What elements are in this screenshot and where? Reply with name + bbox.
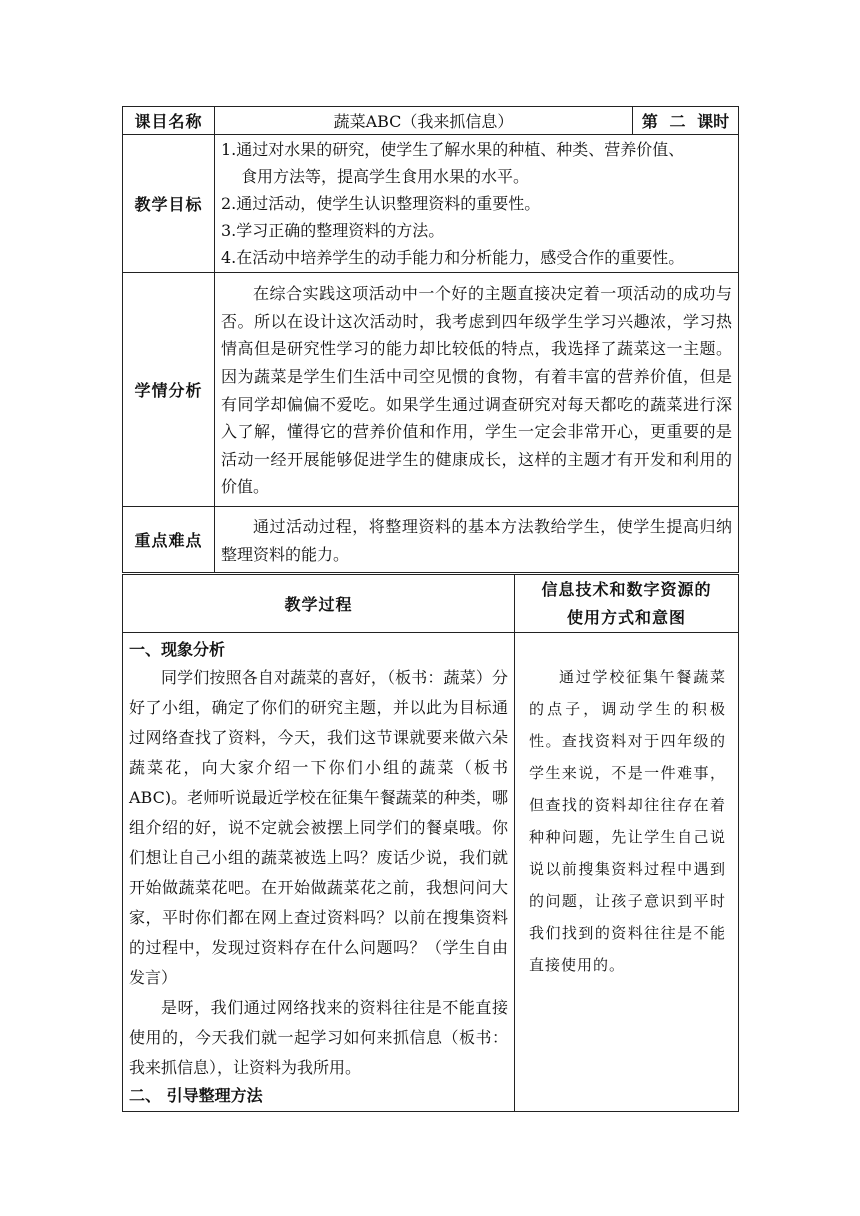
course-name: 蔬菜ABC（我来抓信息）	[215, 107, 633, 135]
key-points-label: 重点难点	[123, 507, 215, 573]
goal-item: 4.在活动中培养学生的动手能力和分析能力，感受合作的重要性。	[221, 248, 685, 267]
process-content	[123, 633, 515, 1112]
key-points-row	[123, 507, 739, 573]
info-usage-line1: 信息技术和数字资源的	[541, 579, 712, 599]
goal-item: 3.学习正确的整理资料的方法。	[221, 221, 445, 240]
section-title: 一、现象分析	[129, 640, 226, 659]
info-usage-line2: 使用方式和意图	[566, 607, 686, 627]
analysis-row	[123, 273, 739, 507]
key-points-cell	[215, 507, 739, 573]
class-period: 第 二 课时	[633, 107, 739, 135]
teaching-process-table	[122, 574, 739, 1112]
process-label: 教学过程	[123, 575, 515, 633]
process-paragraph: 是呀，我们通过网络找来的资料往往是不能直接使用的，今天我们就一起学习如何来抓信息（板书：我来抓信息），让资料为我所用。	[129, 998, 508, 1077]
analysis-text: 在综合实践这项活动中一个好的主题直接决定着一项活动的成功与否。所以在设计这次活动时，我考虑到四年级学生学习兴趣浓，学习热情高但是研究性学习的能力却比较低的特点，我选择了蔬菜这一主题。因为蔬菜是学生们生活中司空见惯的食物，有着丰富的营养价值，但是有同学却偏偏不爱吃。如果学生通过调查研究对每天都吃的蔬菜进行深入了解，懂得它的营养价值和作用，学生一定会非常开心，更重要的是活动一经开展能够促进学生的健康成长，这样的主题才有开发和利用的价值。	[221, 284, 732, 497]
goal-item: 2.通过活动，使学生认识整理资料的重要性。	[221, 194, 541, 213]
section-title: 二、 引导整理方法	[129, 1086, 263, 1105]
goal-item: 1.通过对水果的研究，使学生了解水果的种植、种类、营养价值、	[221, 140, 685, 159]
info-usage-label	[515, 575, 739, 633]
goals-list	[215, 135, 739, 273]
analysis-label: 学情分析	[123, 273, 215, 507]
key-points-text: 通过活动过程，将整理资料的基本方法教给学生，使学生提高归纳整理资料的能力。	[221, 516, 732, 564]
info-usage-note-cell	[515, 633, 739, 1112]
course-row	[123, 107, 739, 135]
course-label: 课目名称	[123, 107, 215, 135]
process-body-row	[123, 633, 739, 1112]
goal-item: 食用方法等，提高学生食用水果的水平。	[241, 167, 530, 186]
goals-label: 教学目标	[123, 135, 215, 273]
goals-row	[123, 135, 739, 273]
info-usage-note: 通过学校征集午餐蔬菜的点子，调动学生的积极性。查找资料对于四年级的学生来说，不是一件难事，但查找的资料却往往存在着种种问题，先让学生自己说说以前搜集资料过程中遇到的问题，让孩子意识到平时我们找到的资料往往是不能直接使用的。	[529, 668, 726, 974]
process-header-row	[123, 575, 739, 633]
lesson-info-table	[122, 106, 739, 573]
analysis-cell	[215, 273, 739, 507]
process-paragraph: 同学们按照各自对蔬菜的喜好，（板书：蔬菜）分好了小组，确定了你们的研究主题，并以此为目标通过网络查找了资料，今天，我们这节课就要来做六朵蔬菜花，向大家介绍一下你们小组的蔬菜（板书ABC)。老师听说最近学校在征集午餐蔬菜的种类，哪组介绍的好，说不定就会被摆上同学们的餐桌哦。你们想让自己小组的蔬菜被选上吗？废话少说，我们就开始做蔬菜花吧。在开始做蔬菜花之前，我想问问大家，平时你们都在网上查过资料吗？以前在搜集资料的过程中，发现过资料存在什么问题吗？（学生自由发言）	[129, 668, 508, 987]
